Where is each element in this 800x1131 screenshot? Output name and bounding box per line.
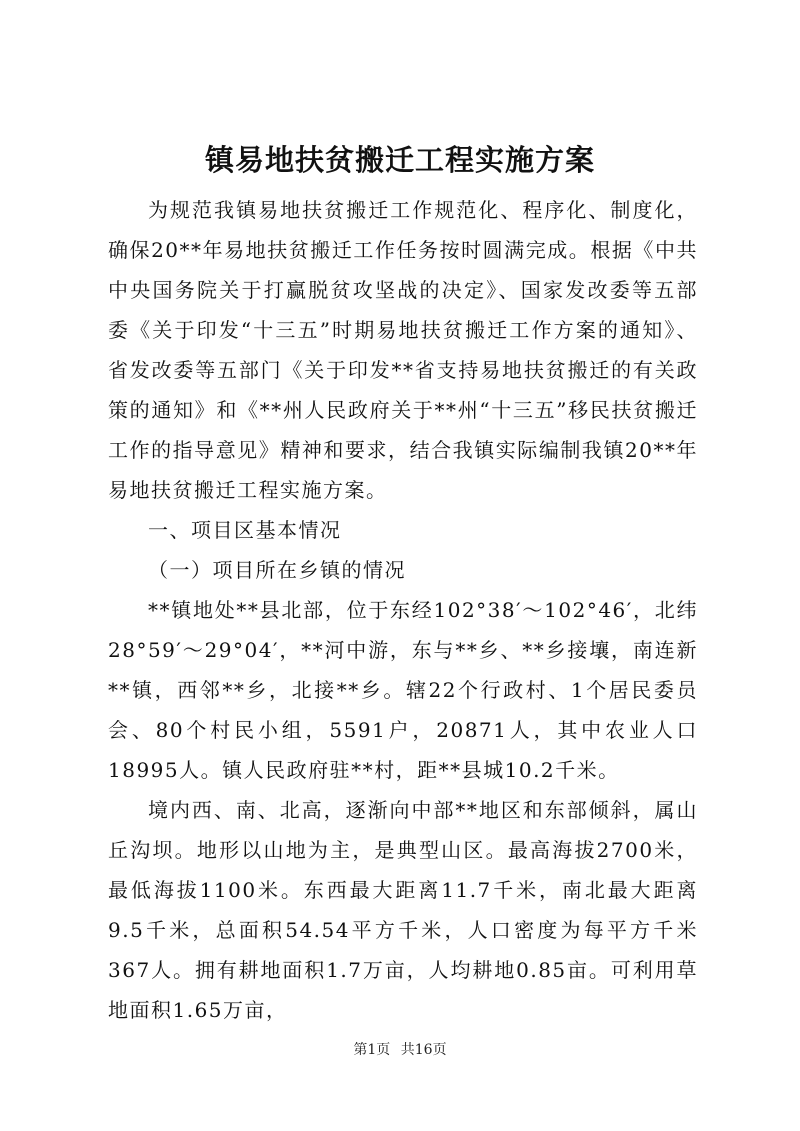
page-footer — [0, 1040, 800, 1060]
page-total: 共16页 — [400, 1042, 447, 1058]
location-paragraph: **镇地处**县北部，位于东经102°38′～102°46′，北纬28°59′～29°04′，**河中游，东与**乡、**乡接壤，南连新**镇，西邻**乡，北接**乡。辖22个行政村、1个居民委员会、80个村民小组，5591户，20871人，其中农业人口18995人。镇人民政府驻**村，距**县城10.2千米。 — [108, 598, 698, 782]
section-heading: 一、项目区基本情况 — [148, 518, 342, 542]
page-number: 第1页 — [353, 1042, 391, 1058]
intro-paragraph: 为规范我镇易地扶贫搬迁工作规范化、程序化、制度化，确保20**年易地扶贫搬迁工作任务按时圆满完成。根据《中共中央国务院关于打赢脱贫攻坚战的决定》、国家发改委等五部委《关于印发“十三五”时期易地扶贫搬迁工作方案的通知》、省发改委等五部门《关于印发**省支持易地扶贫搬迁的有关政策的通知》和《**州人民政府关于**州“十三五”移民扶贫搬迁工作的指导意见》精神和要求，结合我镇实际编制我镇20**年易地扶贫搬迁工程实施方案。 — [108, 198, 698, 502]
document-body — [108, 190, 698, 1030]
document-title: 镇易地扶贫搬迁工程实施方案 — [204, 143, 595, 177]
terrain-paragraph: 境内西、南、北高，逐渐向中部**地区和东部倾斜，属山丘沟坝。地形以山地为主，是典型山区。最高海拔2700米，最低海拔1100米。东西最大距离11.7千米，南北最大距离9.5千米，总面积54.54平方千米，人口密度为每平方千米367人。拥有耕地面积1.7万亩，人均耕地0.85亩。可利用草地面积1.65万亩， — [108, 798, 698, 1022]
subsection-heading: （一）项目所在乡镇的情况 — [148, 558, 406, 582]
